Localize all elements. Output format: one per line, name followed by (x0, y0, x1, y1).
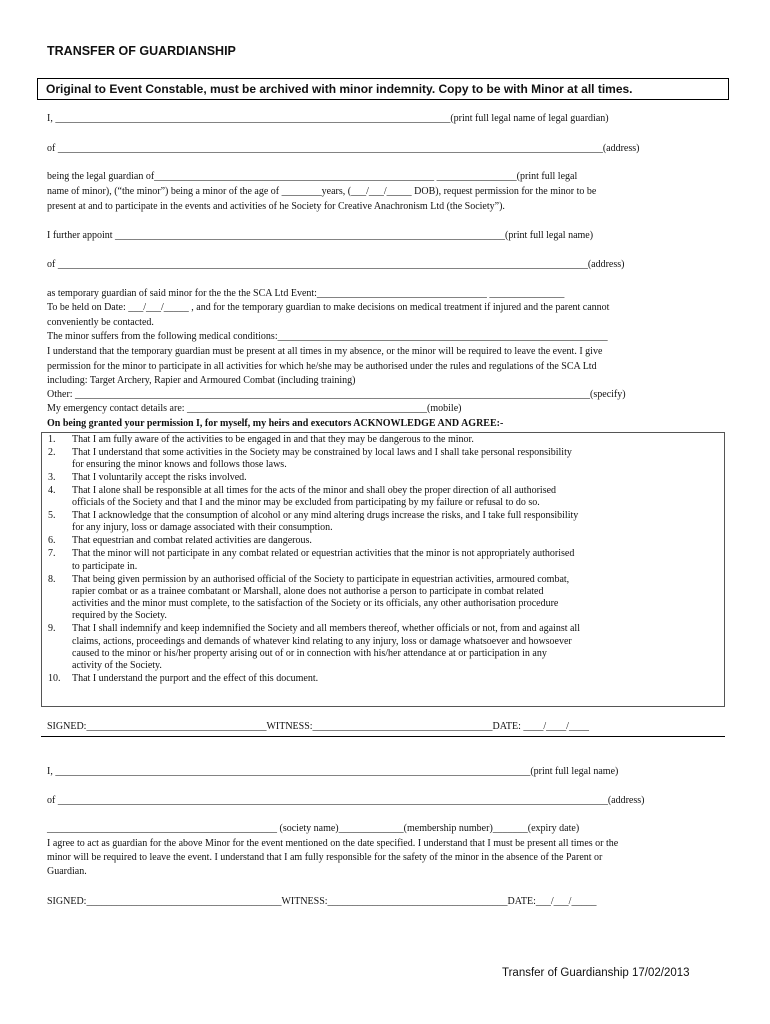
list-item-text: That I alone shall be responsible at all times for the acts of the minor and shall obey the proper direction of all authorised (72, 485, 557, 496)
divider (41, 736, 725, 737)
second-guardian-address-field[interactable]: of ______________________________________________________________________________________________________________(address) (47, 795, 645, 806)
list-item-number: 4. (48, 485, 56, 496)
page-title: TRANSFER OF GUARDIANSHIP (47, 44, 236, 58)
list-item-text: That I voluntarily accept the risks involved. (72, 472, 247, 484)
guardian-agreement-text-2: minor will be required to leave the event. I understand that I am fully responsible for the safety of the minor in the absence of the Parent or (47, 852, 603, 863)
list-item-number: 9. (48, 623, 56, 635)
list-item-text: activity of the Society. (72, 660, 162, 672)
list-item-number: 5. (48, 510, 56, 522)
list-item-number: 2. (48, 446, 56, 458)
guardian-address-field[interactable]: of _____________________________________________________________________________________________________________(address) (47, 143, 640, 154)
society-membership-field[interactable]: ______________________________________________ (society name)_____________(membership number)_______(expiry date) (47, 823, 580, 834)
list-item-text: That equestrian and combat related activities are dangerous. (72, 535, 312, 547)
list-item-text: That I shall indemnify and keep indemnified the Society and all members thereof, whether officials or not, from and against all (72, 623, 580, 635)
page-footer: Transfer of Guardianship 17/02/2013 (502, 967, 690, 979)
list-item-text: required by the Society. (72, 610, 167, 622)
list-item-text: That I understand the purport and the effect of this document. (72, 673, 319, 685)
list-item-text: That being given permission by an authorised official of the Society to participate in equestrian activities, armoured combat, (72, 573, 570, 585)
list-item-text: That I am fully aware of the activities to be engaged in and that they may be dangerous to the minor. (72, 434, 474, 445)
temporary-guardian-address-field[interactable]: of __________________________________________________________________________________________________________(address) (47, 259, 625, 270)
signature-line-1[interactable]: SIGNED:____________________________________WITNESS:____________________________________DATE: ____/____/____ (47, 721, 589, 732)
list-item-text: caused to the minor or his/her property arising out of or in connection with his/her attendance at or participation in any (72, 647, 547, 659)
list-item-text: for any injury, loss or damage associated with their consumption. (72, 522, 333, 534)
guardian-name-field[interactable]: I, _______________________________________________________________________________(print full legal name of legal guardian) (47, 113, 609, 124)
guardian-agreement-text: I agree to act as guardian for the above Minor for the event mentioned on the date specified. I understand that I must be present all times or the (47, 838, 619, 849)
activities-permission-text: permission for the minor to participate in all activities for which he/she may be authorised under the rules and regulations of the SCA Ltd (47, 361, 597, 372)
list-item-number: 6. (48, 535, 56, 547)
list-item-number: 7. (48, 548, 56, 560)
list-item-number: 10. (48, 673, 61, 685)
signature-line-2[interactable]: SIGNED:_______________________________________WITNESS:____________________________________DATE:___/___/_____ (47, 896, 597, 907)
archive-notice-box: Original to Event Constable, must be archived with minor indemnity. Copy to be with Minor at all times. (37, 78, 729, 100)
permission-text: present at and to participate in the events and activities of he Society for Creative Anachronism Ltd (the Society”). (47, 201, 505, 212)
list-item-number: 1. (48, 434, 56, 445)
list-item-number: 3. (48, 472, 56, 484)
list-item-text: claims, actions, proceedings and demands of whatever kind relating to any injury, loss or damage whatsoever and howsoever (72, 635, 572, 647)
temporary-guardian-name-field[interactable]: I further appoint ______________________________________________________________________________(print full legal name) (47, 230, 594, 241)
second-guardian-name-field[interactable]: I, _______________________________________________________________________________________________(print full legal name) (47, 766, 619, 777)
activities-list-text: including: Target Archery, Rapier and Armoured Combat (including training) (47, 375, 356, 386)
list-item-text: That I understand that some activities in the Society may be constrained by local laws and I shall take personal responsibility (72, 446, 572, 458)
minor-name-field[interactable]: being the legal guardian of________________________________________________________ ________________(print full legal (47, 171, 578, 182)
list-item-number: 8. (48, 573, 56, 585)
presence-requirement-text: I understand that the temporary guardian must be present at all times in my absence, or the minor will be required to leave the event. I give (47, 346, 603, 357)
emergency-contact-field[interactable]: My emergency contact details are: ________________________________________________(mobile) (47, 403, 462, 414)
list-item-text: activities and the minor must complete, to the satisfaction of the Society or its officials, any other authorisation procedure (72, 598, 559, 610)
list-item-text: That the minor will not participate in any combat related or equestrian activities that the minor is not appropriately authorised (72, 548, 575, 560)
list-item-text: for ensuring the minor knows and follows those laws. (72, 459, 287, 471)
list-item-text: to participate in. (72, 560, 138, 572)
guardian-agreement-text-3: Guardian. (47, 866, 87, 877)
list-item-text: rapier combat or as a trainee combatant or Marshall, alone does not authorise a person to participate in combat related (72, 585, 544, 597)
medical-conditions-field[interactable]: The minor suffers from the following medical conditions:__________________________________________________________________ (47, 331, 608, 342)
list-item-text: officials of the Society and that I and the minor may be excluded from participating by my failure or refusal to do so. (72, 497, 540, 509)
contact-text: conveniently be contacted. (47, 317, 154, 328)
event-name-field[interactable]: as temporary guardian of said minor for the the the SCA Ltd Event:__________________________________ _______________ (47, 288, 565, 299)
acknowledge-heading: On being granted your permission I, for myself, my heirs and executors ACKNOWLEDGE AND AGREE:- (47, 418, 504, 429)
list-item-text: That I acknowledge that the consumption of alcohol or any mind altering drugs increase the risks, and I take full responsibility (72, 510, 579, 522)
other-activities-field[interactable]: Other: _______________________________________________________________________________________________________(specify) (47, 389, 626, 400)
event-date-field[interactable]: To be held on Date: ___/___/_____ , and for the temporary guardian to make decisions on medical treatment if injured and the parent cannot (47, 302, 610, 313)
minor-age-dob-field[interactable]: name of minor), (“the minor”) being a minor of the age of ________years, (___/___/_____ DOB), request permission for the minor to be (47, 186, 597, 197)
